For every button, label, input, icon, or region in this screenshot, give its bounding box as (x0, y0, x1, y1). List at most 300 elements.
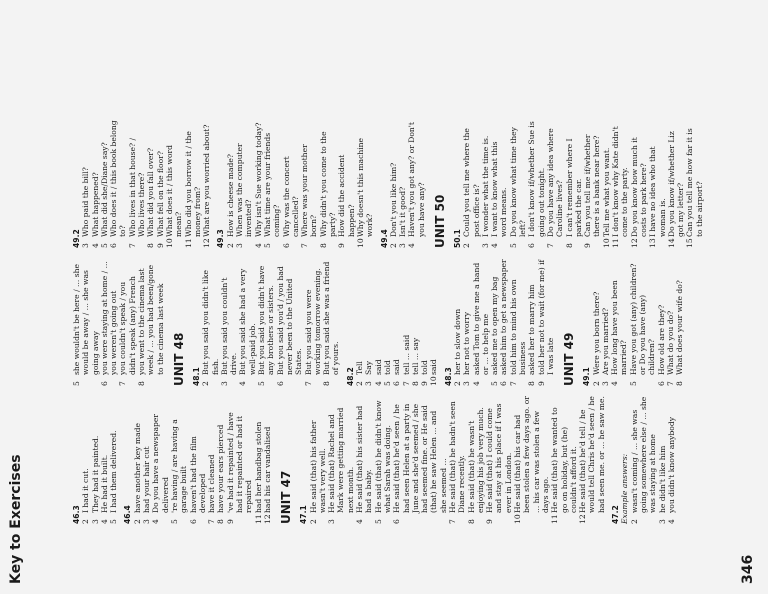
item-number: 4 (471, 381, 481, 386)
exercise-number: 49.4 (379, 229, 389, 248)
answer-item (407, 120, 426, 248)
item-text: Why isn't Sue working today? (253, 122, 263, 237)
answer-item (309, 396, 328, 524)
answer-item (453, 258, 462, 386)
item-number: 9 (155, 243, 165, 248)
item-text: What fell on the floor? (155, 151, 165, 237)
item-text: asked Tom to give me a hand or ... to help me (471, 262, 490, 375)
answer-item (100, 258, 119, 386)
item-text: But you said you'd / you had never been to the United States. (275, 266, 304, 375)
item-number: 7 (127, 243, 137, 248)
answer-item (263, 396, 272, 524)
item-text: asked him to get a newspaper (499, 259, 509, 375)
item-number: 11 (611, 238, 621, 248)
item-text: I had them delivered. (109, 430, 119, 513)
item-number: 8 (322, 381, 332, 386)
answer-item (319, 120, 338, 248)
item-text: He said (that) he wasn't enjoying his job very much. (466, 407, 485, 513)
unit-heading: UNIT 47 (279, 470, 294, 524)
answer-item (81, 120, 90, 248)
item-number: 11 (183, 238, 193, 248)
item-number: 5 (382, 381, 392, 386)
item-number: 10 (355, 238, 365, 248)
item-number: 7 (300, 243, 310, 248)
exercise-number: 47.2 (611, 505, 621, 524)
item-text: Do you know if/whether Liz got my letter? (666, 131, 686, 237)
item-text: He said (that) he'd tell / he would tell Chris he'd seen / he had seen me. or ... he saw me. (578, 396, 606, 513)
item-number: 9 (420, 381, 430, 386)
answer-item (109, 120, 128, 248)
item-number: 3 (235, 243, 245, 248)
item-text: I don't know why Kate didn't come to the party. (611, 126, 630, 237)
item-text: haven't had the film developed (188, 436, 207, 513)
answer-item (355, 258, 364, 386)
item-text: What time are your friends coming? (262, 132, 282, 237)
item-number: 11 (550, 514, 560, 524)
answer-item (91, 120, 100, 248)
item-text: I can't remember where I parked the car. (564, 138, 583, 237)
answer-item (537, 258, 556, 386)
item-number: 12 (578, 514, 588, 524)
item-text: Can you tell me how far it is to the airport? (685, 128, 704, 237)
item-number: 4 (238, 381, 248, 386)
answer-item (165, 120, 184, 248)
item-text: What happened? (90, 172, 100, 237)
item-text: Who paid the bill? (81, 167, 91, 237)
answer-item (282, 120, 301, 248)
item-number: 10 (513, 514, 523, 524)
item-text: she wouldn't be here / ... she would be away / ... she was going away (72, 264, 100, 375)
answer-item (257, 258, 276, 386)
answer-item (146, 120, 155, 248)
item-text: told (382, 360, 392, 375)
item-number: 4 (610, 381, 620, 386)
answer-column-1 (72, 396, 676, 524)
item-number: 2 (629, 519, 639, 524)
answer-item (118, 258, 137, 386)
answer-item (254, 396, 263, 524)
item-number: 9 (536, 381, 546, 386)
item-number: 10 (601, 238, 611, 248)
item-number: 8 (675, 381, 685, 386)
item-number: 6 (392, 519, 402, 524)
item-text: said (373, 359, 383, 375)
item-text: He said (that) he hadn't seen Diane recently. (447, 401, 467, 513)
item-text: Why was the concert cancelled? (281, 156, 300, 237)
item-text: Haven't you got any? or Don't you have any? (407, 122, 426, 237)
answer-item (527, 258, 536, 386)
answer-item (509, 120, 528, 248)
item-number: 5 (508, 243, 518, 248)
item-text: They had it painted. (90, 435, 100, 513)
item-number: 5 (99, 243, 109, 248)
item-number: 12 (262, 514, 272, 524)
unit-heading: UNIT 50 (432, 194, 447, 248)
answer-item (462, 120, 481, 248)
answer-item (156, 120, 165, 248)
answer-item (658, 396, 667, 524)
item-text: Do you have any idea where Caroline lives? (545, 128, 565, 237)
item-number: 2 (452, 381, 462, 386)
item-text: Don't you like him? (388, 162, 398, 237)
item-number: 6 (499, 381, 509, 386)
item-text: But you said she was a friend of yours. (322, 261, 341, 375)
item-text: Who does it / this book belong to? (109, 120, 128, 237)
item-number: 6 (99, 381, 109, 386)
answer-item (550, 396, 578, 524)
item-number: 2 (355, 381, 365, 386)
item-number: 8 (216, 519, 226, 524)
item-number: 6 (656, 381, 666, 386)
item-text: her not to worry (462, 311, 472, 375)
item-text: Where was your mother born? (300, 144, 319, 237)
item-text: Tell (355, 361, 365, 375)
item-text: But you said she had a very well-paid job. (238, 268, 257, 375)
answer-item (648, 120, 667, 248)
item-text: But you said you couldn't drive. (219, 277, 239, 375)
item-number: 5 (169, 519, 179, 524)
answer-item (472, 258, 491, 386)
answer-item (128, 120, 147, 248)
item-text: He said (that) he didn't know what Sarah was doing. (373, 400, 392, 513)
item-text: He said (that) Rachel and Mark were getting married next month. (327, 407, 355, 513)
item-number: 3 (364, 381, 374, 386)
item-text: tell ... say (410, 337, 420, 375)
item-text: Could you tell me where the post office is? (462, 128, 481, 237)
item-number: 2 (591, 381, 601, 386)
item-number: 2 (308, 519, 318, 524)
note-text: Example answers: (620, 453, 630, 524)
answer-item (611, 120, 630, 248)
item-number: 8 (137, 381, 147, 386)
answer-item (499, 258, 508, 386)
answer-item (374, 396, 393, 524)
item-number: 10 (164, 238, 174, 248)
item-number: 4 (490, 243, 500, 248)
item-text: When was the computer invented? (235, 143, 254, 237)
item-text: I had it cut. (81, 468, 91, 513)
answer-item (667, 396, 676, 524)
answer-item (630, 120, 649, 248)
answer-item (481, 120, 490, 248)
item-text: What did she/Diane say? (99, 142, 109, 237)
item-text: Do you know how much it costs to park here? (629, 137, 648, 237)
answer-item (657, 258, 666, 386)
item-text: asked me to open my bag (490, 276, 500, 375)
item-text: 're having / are having a garage built (169, 419, 189, 513)
answer-item (392, 258, 401, 386)
exercise-number: 46.3 (72, 505, 81, 524)
item-number: 3 (327, 519, 337, 524)
item-number: 4 (90, 243, 100, 248)
answer-item (207, 396, 216, 524)
answer-item (462, 258, 471, 386)
item-number: 4 (373, 381, 383, 386)
item-number: 3 (462, 381, 472, 386)
item-text: He said (that) he'd seen / he had seen Helen at a party in June and she'd seemed / she had seemed fine. or He said (that) he saw Helen ... and she seemed ... (392, 403, 448, 513)
item-text: her to slow down (452, 308, 462, 375)
answer-item (304, 258, 323, 386)
answer-item (322, 258, 341, 386)
answer-item (220, 258, 239, 386)
answer-item (356, 120, 375, 248)
exercise-number: 50.1 (452, 229, 462, 248)
answer-item (100, 396, 109, 524)
item-number: 11 (253, 514, 263, 524)
item-number: 10 (429, 376, 439, 386)
item-text: What do you do? (665, 310, 675, 375)
item-text: How is cheese made? (225, 154, 235, 237)
item-number: 6 (275, 381, 285, 386)
answer-item (629, 258, 657, 386)
item-text: He said (that) I could come and stay at his place if I was ever in London. (485, 403, 513, 513)
answer-item (364, 258, 373, 386)
item-text: told him to mind his own business (508, 279, 528, 375)
item-text: Why doesn't this machine work? (355, 137, 375, 237)
item-text: How old are they? (656, 304, 666, 375)
item-number: 4 (355, 519, 365, 524)
exercise-number: 48.3 (443, 367, 453, 386)
item-text: Have you got (any) children? or Do you have (any) children? (628, 263, 657, 375)
item-number: 9 (337, 243, 347, 248)
answer-item (91, 396, 100, 524)
answer-item (355, 396, 374, 524)
answer-item (675, 258, 684, 386)
answer-item (420, 258, 429, 386)
answer-item (170, 396, 189, 524)
answer-item (337, 120, 356, 248)
item-text: Who lives in that house? / Who lives there? (127, 137, 147, 237)
item-text: have another key made (132, 423, 142, 513)
item-text: He had it built. (99, 454, 109, 513)
item-number: 7 (207, 519, 217, 524)
item-number: 4 (407, 243, 417, 248)
item-text: But you said you didn't like fish. (201, 270, 220, 375)
item-text: wasn't coming / ... she was going somewhere else / ... she was staying at home (629, 396, 658, 513)
item-number: 5 (373, 519, 383, 524)
item-text: Say (364, 360, 374, 375)
item-text: What did you fall over? (146, 147, 156, 237)
item-number: 8 (527, 381, 537, 386)
answer-item (142, 396, 151, 524)
item-text: you went to the cinema last week / ... you had been/gone to the cinema last week (137, 264, 165, 375)
item-number: 7 (447, 519, 457, 524)
answer-item (202, 120, 211, 248)
item-number: 2 (462, 243, 472, 248)
item-text: What are you worried about? (202, 124, 212, 237)
item-number: 6 (527, 243, 537, 248)
item-text: I have no idea who that woman is. (648, 146, 667, 237)
item-text: said (392, 359, 402, 375)
item-text: Are you married? (600, 307, 610, 375)
item-number: 5 (72, 381, 81, 386)
item-text: But you said you didn't have any brothers or sisters. (257, 265, 276, 375)
item-text: Do you know what time they left? (508, 127, 528, 237)
item-number: 3 (398, 243, 408, 248)
answer-item (490, 120, 509, 248)
item-text: have it cleaned (207, 454, 217, 513)
item-text: told (420, 360, 430, 375)
item-text: He said (that) his sister had had a baby. (355, 405, 374, 513)
answer-item (189, 396, 208, 524)
item-text: you didn't know anybody (666, 416, 676, 513)
item-number: 3 (142, 519, 152, 524)
answer-item (133, 396, 142, 524)
item-number: 6 (109, 243, 119, 248)
item-number: 8 (410, 381, 420, 386)
exercise-number: 46.4 (123, 505, 133, 524)
exercise-number: 49.2 (72, 229, 81, 248)
answer-item (398, 120, 407, 248)
item-text: But you said you were working tomorrow evening. (303, 268, 322, 375)
item-text: told her not to wait (for me) if I was late (536, 259, 555, 375)
item-text: What does your wife do? (675, 280, 685, 375)
exercise-number: 47.1 (299, 505, 309, 524)
answer-item (100, 120, 109, 248)
item-number: 7 (665, 381, 675, 386)
item-number: 2 (132, 519, 142, 524)
item-number: 2 (225, 243, 235, 248)
item-number: 2 (388, 243, 398, 248)
item-number: 7 (303, 381, 313, 386)
answer-item (238, 258, 257, 386)
answer-item (578, 396, 606, 524)
item-number: 3 (657, 519, 667, 524)
item-number: 5 (262, 243, 272, 248)
answer-item (527, 120, 546, 248)
answer-column-2 (72, 258, 685, 386)
item-number: 8 (146, 243, 156, 248)
item-number: 6 (281, 243, 291, 248)
item-number: 7 (508, 381, 518, 386)
item-number: 12 (202, 238, 212, 248)
answer-item (592, 258, 601, 386)
exercise-number: 48.2 (345, 367, 355, 386)
answer-item (300, 120, 319, 248)
answer-item (276, 258, 304, 386)
item-number: 3 (480, 243, 490, 248)
item-number: 3 (90, 519, 100, 524)
unit-heading: UNIT 48 (171, 332, 186, 386)
answer-item (327, 396, 355, 524)
item-number: 15 (685, 238, 695, 248)
answer-item (667, 120, 686, 248)
item-text: have your ears pierced (216, 424, 226, 513)
item-number: 5 (109, 519, 119, 524)
item-number: 2 (201, 381, 211, 386)
item-number: 5 (257, 381, 267, 386)
answer-item (226, 120, 235, 248)
answer-item (81, 396, 90, 524)
item-text: asked her to marry him (527, 284, 537, 375)
item-text: tell ... said (401, 334, 411, 375)
item-number: 7 (545, 243, 555, 248)
answer-item (392, 396, 448, 524)
answer-item (235, 120, 254, 248)
item-number: 6 (392, 381, 402, 386)
item-number: 7 (401, 381, 411, 386)
answer-item (137, 258, 165, 386)
item-text: Isn't it good? (398, 186, 408, 237)
item-number: 13 (648, 238, 658, 248)
exercise-number: 48.1 (191, 367, 201, 386)
answer-item (263, 120, 282, 248)
item-number: 4 (666, 519, 676, 524)
item-text: Who did you borrow it / the money from? (183, 131, 202, 237)
answer-item (602, 120, 611, 248)
page-number: 346 (740, 554, 756, 584)
exercise-number: 49.1 (582, 367, 592, 386)
answer-item (509, 258, 528, 386)
answer-item (429, 258, 438, 386)
answer-item (201, 258, 220, 386)
answer-item (490, 258, 499, 386)
item-number: 8 (318, 243, 328, 248)
item-text: had his car vandalised (262, 426, 272, 513)
answer-item (389, 120, 398, 248)
item-number: 3 (81, 243, 91, 248)
item-text: What does it / this word mean? (164, 144, 184, 237)
item-text: Do you have a newspaper delivered (151, 414, 170, 513)
answer-item (109, 396, 118, 524)
item-text: He said (that) he wanted to go on holiday, but (he) couldn't afford it. (550, 407, 578, 513)
answer-item (583, 120, 602, 248)
answer-item (485, 396, 513, 524)
answer-item (513, 396, 550, 524)
item-text: he didn't like him (657, 445, 667, 513)
item-text: had your hair cut (142, 446, 152, 513)
item-text: Tell me what you want. (601, 147, 611, 237)
item-number: 14 (666, 238, 676, 248)
item-number: 9 (225, 519, 235, 524)
answer-item (467, 396, 486, 524)
item-text: 've had it repainted / have had it repainted or had it repaired (225, 412, 254, 513)
item-text: Can you tell me if/whether there is a bank near here? (583, 134, 602, 237)
answer-item (630, 396, 658, 524)
answer-item (383, 258, 392, 386)
item-number: 4 (99, 519, 109, 524)
unit-heading: UNIT 49 (562, 332, 577, 386)
answer-item (402, 258, 411, 386)
item-text: Why didn't you come to the party? (318, 131, 338, 237)
answer-item (610, 258, 629, 386)
item-text: I wonder what the time is. (480, 135, 490, 237)
answer-item (254, 120, 263, 248)
answer-item (72, 258, 100, 386)
item-number: 7 (118, 381, 128, 386)
answer-item (184, 120, 203, 248)
item-number: 5 (490, 381, 500, 386)
answer-item (666, 258, 675, 386)
item-text: said (429, 359, 439, 375)
item-text: Were you born there? (591, 291, 601, 375)
answer-column-3 (72, 120, 704, 248)
item-number: 3 (600, 381, 610, 386)
item-text: I want to know what this word means. (490, 141, 509, 237)
answer-item (448, 396, 467, 524)
exercise-number: 49.3 (216, 229, 226, 248)
answer-item (411, 258, 420, 386)
answer-item (601, 258, 610, 386)
answer-item (151, 396, 170, 524)
item-number: 9 (583, 243, 593, 248)
item-text: you couldn't speak / you didn't speak (any) French (118, 276, 137, 375)
item-number: 8 (564, 243, 574, 248)
item-number: 12 (629, 238, 639, 248)
item-text: How long have you been married? (610, 280, 629, 375)
answer-item (546, 120, 565, 248)
item-text: He said (that) his father wasn't very well. (308, 420, 327, 513)
